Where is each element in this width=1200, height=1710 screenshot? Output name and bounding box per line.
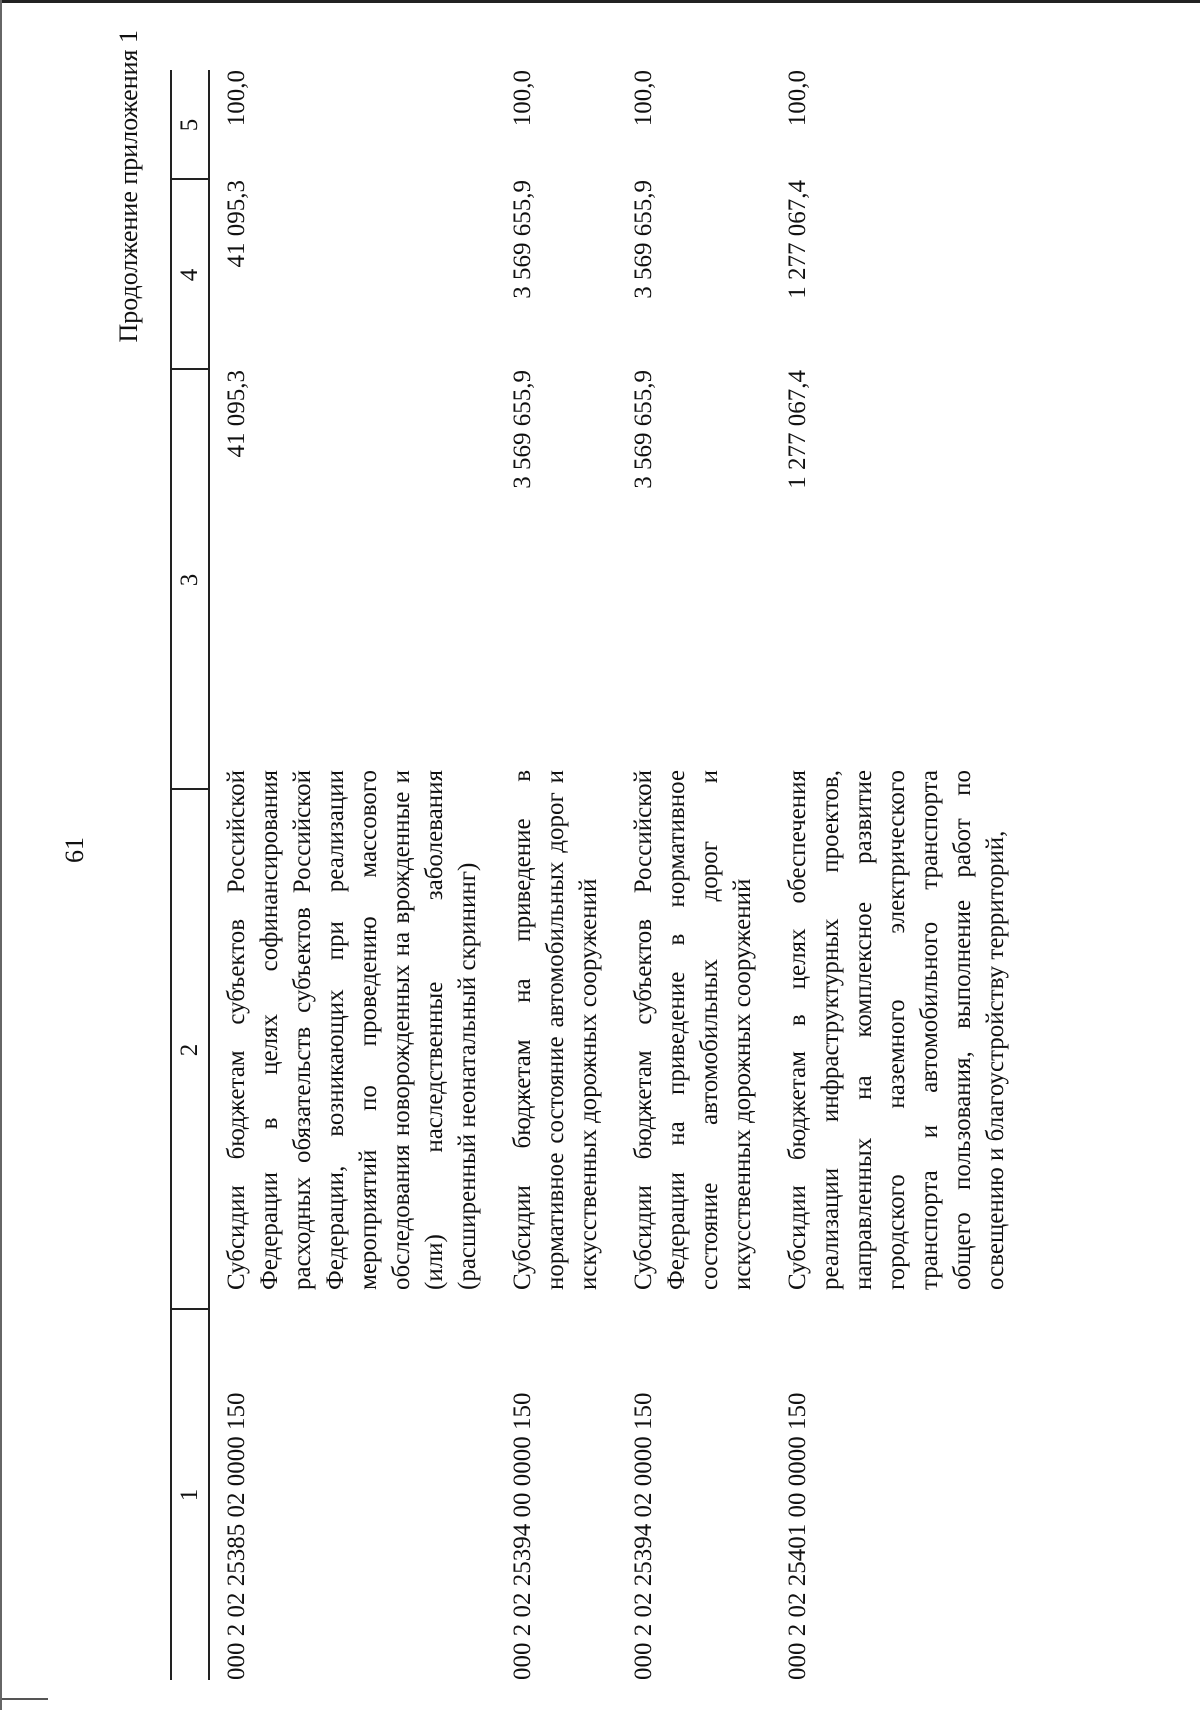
table-row <box>627 70 759 1680</box>
value-col3: 3 569 655,9 <box>630 370 657 489</box>
column-header-4: 4 <box>172 178 208 370</box>
value-col5: 100,0 <box>784 70 811 127</box>
column-header-1: 1 <box>172 1308 208 1680</box>
budget-code: 000 2 02 25394 02 0000 150 <box>630 1392 657 1680</box>
value-col3: 1 277 067,4 <box>784 370 811 489</box>
value-col3: 41 095,3 <box>223 370 250 458</box>
budget-code: 000 2 02 25401 00 0000 150 <box>784 1392 811 1680</box>
value-col4: 3 569 655,9 <box>509 180 536 299</box>
row-description: Субсидии бюджетам субъектов Российской Федерации в целях софинансирования расходных обязательств субъектов Российской Федерации, возникающих при реализации мероприятий по проведению массового обследования новорожденных на врожденные и (или) наследственные заболевания (расширенный неонатальный скрининг) <box>223 770 481 1290</box>
table-row <box>506 70 605 1680</box>
value-col4: 41 095,3 <box>223 180 250 268</box>
budget-code: 000 2 02 25394 00 0000 150 <box>509 1392 536 1680</box>
value-col4: 1 277 067,4 <box>784 180 811 299</box>
value-col3: 3 569 655,9 <box>509 370 536 489</box>
table-header <box>170 70 210 1680</box>
value-col5: 100,0 <box>223 70 250 127</box>
budget-code: 000 2 02 25385 02 0000 150 <box>223 1392 250 1680</box>
value-col5: 100,0 <box>630 70 657 127</box>
table-row <box>220 70 484 1680</box>
column-header-3: 3 <box>172 368 208 790</box>
row-description: Субсидии бюджетам в целях обеспечения реализации инфраструктурных проектов, направленных на комплексное развитие городского наземного электрического транспорта и автомобильного транспорта общего пользования, выполнение работ по освещению и благоустройству территорий, <box>784 770 1009 1290</box>
column-header-2: 2 <box>172 788 208 1310</box>
value-col5: 100,0 <box>509 70 536 127</box>
row-description: Субсидии бюджетам субъектов Российской Федерации на приведение в нормативное состояние автомобильных дорог и искусственных дорожных сооружений <box>630 770 756 1290</box>
page-number: 61 <box>60 837 89 863</box>
column-header-5: 5 <box>176 118 203 132</box>
table-body <box>220 70 1034 1680</box>
table-row <box>781 70 1012 1680</box>
value-col4: 3 569 655,9 <box>630 180 657 299</box>
row-description: Субсидии бюджетам на приведение в нормативное состояние автомобильных дорог и искусственных дорожных сооружений <box>509 770 602 1290</box>
continuation-label: Продолжение приложения 1 <box>114 30 143 343</box>
